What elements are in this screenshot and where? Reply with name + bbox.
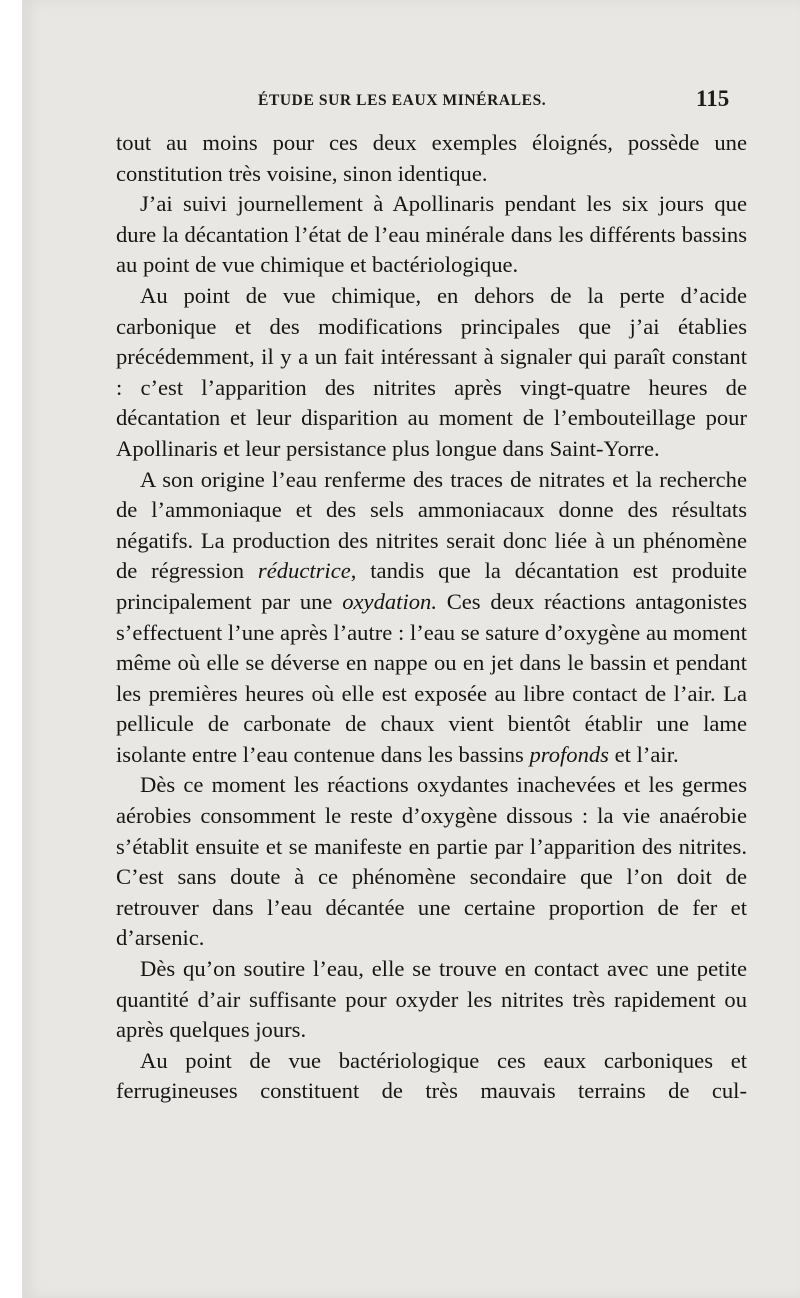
page-number: 115 xyxy=(696,86,730,111)
page-header xyxy=(22,86,800,126)
paragraph-origine xyxy=(116,465,747,771)
italic-term: réductrice xyxy=(257,558,351,584)
paragraph-continuation: tout au moins pour ces deux exemples éloignés, possède une constitution très voisine, sinon identique. xyxy=(116,130,747,186)
body-text xyxy=(116,128,747,1107)
paragraph-anaerobie: Dès ce moment les réactions oxydantes inachevées et les germes aérobies consomment le reste d’oxygène dissous : la vie anaérobie s’établit ensuite et se manifeste en partie par l’apparition des nitrites. C’est sans doute à ce phénomène secondaire que l’on doit de retrouver dans l’eau décantée une certaine proportion de fer et d’arsenic. xyxy=(116,772,747,951)
text-run: , tandis que la décantation est produite principalement par une xyxy=(116,558,747,614)
text-run: et l’air. xyxy=(608,741,679,767)
italic-term: profonds xyxy=(529,741,609,767)
paragraph-bacteriologique: Au point de vue bactériologique ces eaux carboniques et ferrugineuses constituent de très mauvais terrains de cul- xyxy=(116,1047,747,1104)
paragraph-soutirage: Dès qu’on soutire l’eau, elle se trouve en contact avec une petite quantité d’air suffisante pour oxyder les nitrites très rapidement ou après quelques jours. xyxy=(116,956,747,1043)
italic-term: oxydation. xyxy=(342,588,437,614)
text-run: Ces deux réactions antagonistes s’effectuent l’une après l’autre : l’eau se sature d’oxygène au moment même où elle se déverse en nappe ou en jet dans le bassin et pendant les premières heures où elle est exposée au libre contact de l’air. La pellicule de carbonate de chaux vient bientôt établir une lame isolante entre l’eau contenue dans les bassins xyxy=(116,588,747,767)
running-title: ÉTUDE SUR LES EAUX MINÉRALES. xyxy=(258,92,547,109)
paragraph-chimique: Au point de vue chimique, en dehors de la perte d’acide carbonique et des modifications principales que j’ai établies précédemment, il y a un fait intéressant à signaler qui paraît constant : c’est l’apparition des nitrites après vingt-quatre heures de décantation et leur disparition au moment de l’embouteillage pour Apollinaris et leur persistance plus longue dans Saint-Yorre. xyxy=(116,282,747,461)
book-page xyxy=(22,0,800,1298)
paragraph-apollinaris: J’ai suivi journellement à Apollinaris pendant les six jours que dure la décantation l’état de l’eau minérale dans les différents bassins au point de vue chimique et bactériologique. xyxy=(116,191,747,278)
text-run: A son origine l’eau renferme des traces de nitrates et la recherche de l’ammoniaque et des sels ammoniacaux donne des résultats négatifs. La production des nitrites serait donc liée à un phénomène de régression xyxy=(116,466,747,584)
scan-margin xyxy=(0,0,22,1298)
